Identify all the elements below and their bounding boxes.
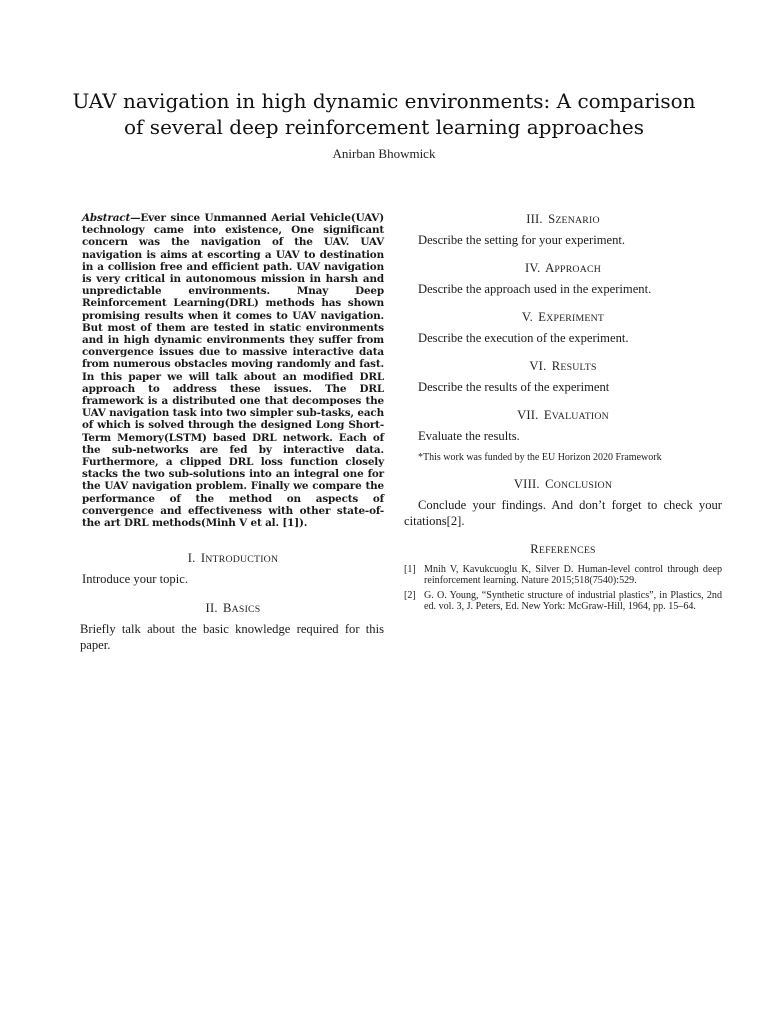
- section-number: VI.: [529, 359, 547, 373]
- left-column: [82, 212, 384, 653]
- section-heading-introduction: [82, 551, 384, 566]
- reference-text: G. O. Young, “Synthetic structure of industrial plastics”, in Plastics, 2nd ed. vol. 3, J. Peters, Ed. New York: McGraw-Hill, 1964, pp. 15–64.: [424, 589, 722, 612]
- section-initial: B: [223, 601, 232, 616]
- section-number: V.: [521, 310, 533, 324]
- section-title-rest: PPROACH: [554, 264, 601, 275]
- section-title-rest: EFERENCES: [538, 545, 596, 556]
- section-heading-experiment: [404, 310, 722, 325]
- reference-item: [404, 590, 722, 613]
- reference-text: Mnih V, Kavukcuoglu K, Silver D. Human-level control through deep reinforcement learning. Nature 2015;518(7540):529.: [424, 564, 722, 587]
- reference-item: [404, 564, 722, 587]
- section-initial: C: [545, 477, 554, 491]
- section-initial: E: [543, 408, 552, 422]
- section-text-szenario: Describe the setting for your experiment.: [418, 233, 626, 247]
- section-text-experiment: Describe the execution of the experiment.: [418, 331, 629, 345]
- section-heading-basics: [82, 601, 384, 616]
- section-initial: E: [538, 310, 547, 324]
- section-initial: I: [200, 551, 206, 566]
- paper-title-line-2: of several deep reinforcement learning approaches: [124, 115, 644, 139]
- section-heading-szenario: [404, 212, 722, 227]
- section-heading-results: [404, 359, 722, 374]
- section-title-rest: NTRODUCTION: [205, 554, 279, 566]
- abstract-dash: —: [130, 212, 141, 224]
- paper-author: Anirban Bhowmick: [332, 146, 436, 161]
- section-number: VIII.: [513, 477, 540, 491]
- section-number: III.: [526, 212, 543, 226]
- paper-title-line-1: UAV navigation in high dynamic environments: A comparison: [72, 89, 696, 113]
- funding-footnote: *This work was funded by the EU Horizon 2020 Framework: [418, 452, 662, 463]
- references-heading: [404, 542, 722, 557]
- section-title-rest: ASICS: [231, 604, 261, 616]
- section-number: II.: [205, 601, 218, 616]
- section-text-evaluation: Evaluate the results.: [418, 429, 520, 443]
- right-column: [404, 212, 722, 612]
- section-initial: A: [545, 261, 555, 275]
- section-initial: R: [551, 359, 561, 373]
- abstract: [82, 212, 384, 529]
- section-title-rest: VALUATION: [551, 411, 609, 422]
- paper-title: [40, 88, 728, 140]
- section-title-rest: ZENARIO: [555, 215, 600, 226]
- section-text-conclusion: Conclude your findings. And don’t forget to check your citations[2].: [404, 498, 722, 528]
- abstract-text: Ever since Unmanned Aerial Vehicle(UAV) technology came into existence, One significant concern was the navigation of the UAV. UAV navigation is aims at escorting a UAV to destination in a collision free and efficient path. UAV navigation is very critical in autonomous mission in harsh and unpredictable environments. Mnay Deep Reinforcement Learning(DRL) methods has shown promising results when it comes to UAV navigation. But most of them are tested in static environments and in high dynamic environments they suffer from convergence issues due to massive interactive data from numerous obstacles moving randomly and fast. In this paper we will talk about an modified DRL approach to address these issues. The DRL framework is a distributed one that decomposes the UAV navigation task into two simpler sub-tasks, each of which is solved through the designed Long Short-Term Memory(LSTM) based DRL network. Each of the sub-networks are fed by interactive data. Furthermore, a clipped DRL loss function closely stacks the two sub-solutions into an integral one for the UAV navigation problem. Finally we compare the performance of the method on aspects of convergence and effectiveness with other state-of-the art DRL methods(Minh V et al. [1]).: [82, 212, 384, 530]
- section-number: I.: [187, 551, 196, 566]
- abstract-label: Abstract: [82, 212, 131, 224]
- section-number: VII.: [517, 408, 539, 422]
- section-number: IV.: [525, 261, 541, 275]
- section-heading-evaluation: [404, 408, 722, 423]
- reference-number: [1]: [404, 564, 416, 575]
- section-heading-conclusion: [404, 477, 722, 492]
- reference-list: [404, 564, 722, 612]
- section-title-rest: XPERIMENT: [546, 313, 605, 324]
- reference-number: [2]: [404, 589, 416, 601]
- section-title-rest: ONCLUSION: [553, 480, 613, 491]
- section-title-rest: ESULTS: [560, 362, 597, 373]
- section-initial: S: [548, 212, 556, 226]
- section-text-results: Describe the results of the experiment: [418, 380, 610, 394]
- section-text-introduction: Introduce your topic.: [82, 572, 188, 587]
- section-heading-approach: [404, 261, 722, 276]
- section-initial: R: [530, 542, 539, 556]
- section-text-approach: Describe the approach used in the experiment.: [418, 282, 652, 296]
- section-text-basics: Briefly talk about the basic knowledge required for this paper.: [80, 622, 384, 653]
